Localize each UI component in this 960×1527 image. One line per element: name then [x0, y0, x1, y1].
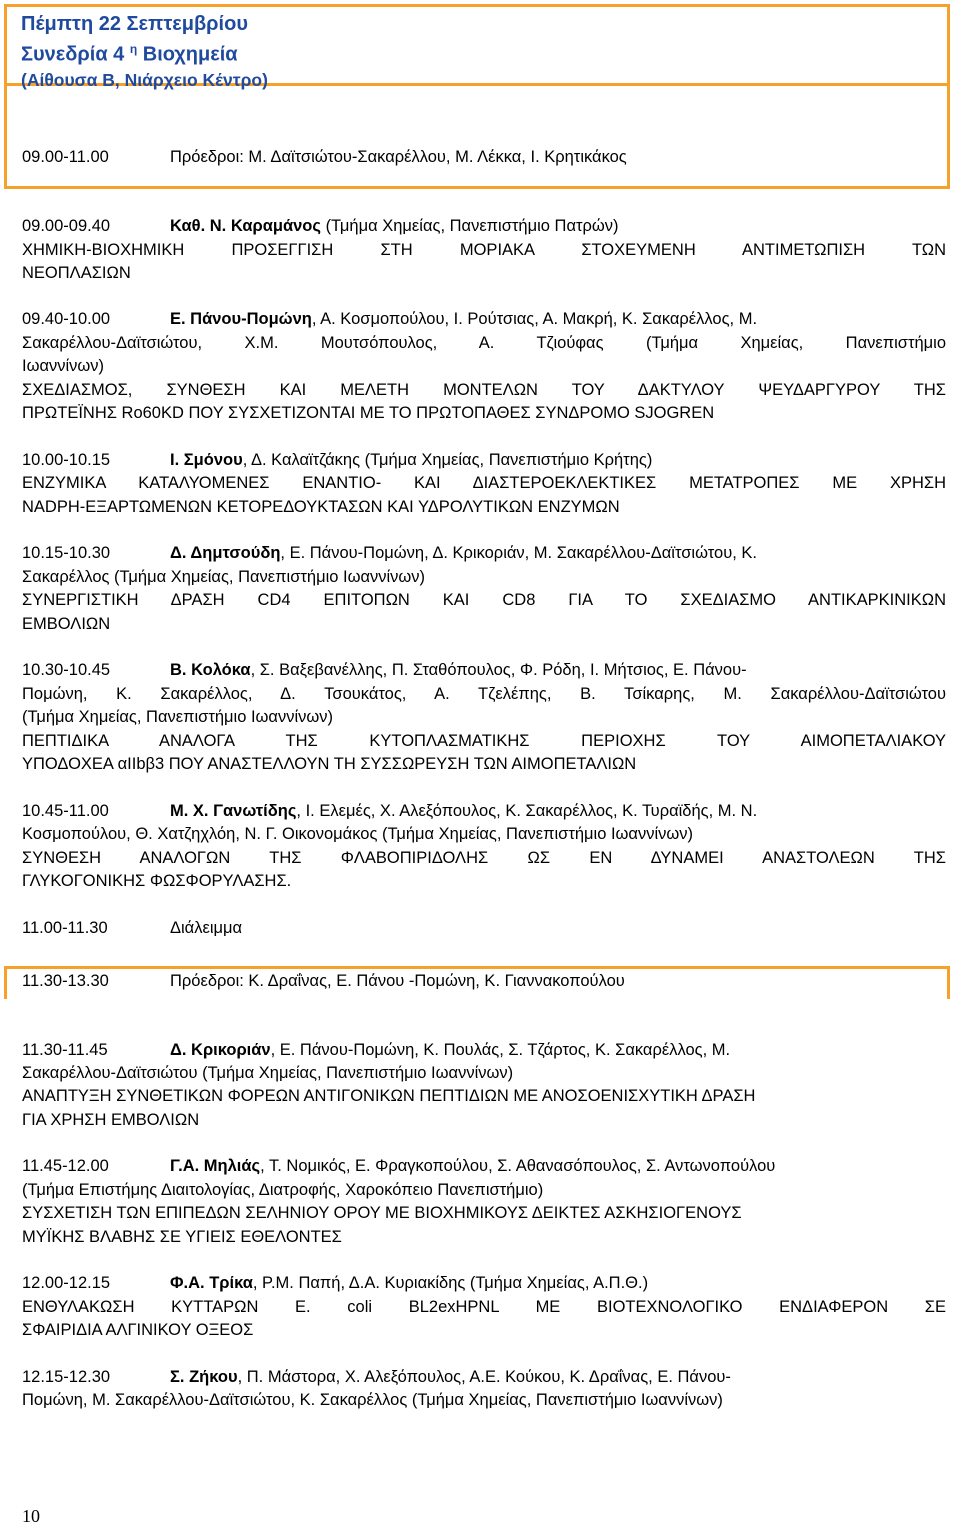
break-label: Διάλειμμα [170, 919, 243, 937]
talk4-affiliation: Σακαρέλλος (Τμήμα Χημείας, Πανεπιστήμιο Ιωαννίνων) [22, 568, 426, 586]
talk9-title: ΕΝΘΥΛΑΚΩΣΗ ΚΥΤΤΑΡΩΝ E. coli BL2exHPNL ΜΕ ΒΙΟΤΕΧΝΟΛΟΓΙΚΟ ΕΝΔΙΑΦΕΡΟΝ ΣΕ [22, 1298, 946, 1316]
talk1-speaker: Καθ. Ν. Καραμάνος [170, 217, 321, 235]
venue: (Αίθουσα Β, Νιάρχειο Κέντρο) [21, 69, 268, 90]
page-number: 10 [22, 1506, 40, 1526]
session-title [21, 37, 933, 68]
talk7-title: ΑΝΑΠΤΥΞΗ ΣΥΝΘΕΤΙΚΩΝ ΦΟΡΕΩΝ ΑΝΤΙΓΟΝΙΚΩΝ ΠΕΠΤΙΔΙΩΝ ΜΕ ΑΝΟΣΟΕΝΙΣΧΥΤΙΚΗ ΔΡΑΣΗ [22, 1087, 756, 1105]
talk2-line1: 09.40-10.00 Ε. Πάνου-Πομώνη, Α. Κοσμοπούλου, Ι. Ρούτσιας, Α. Μακρή, Κ. Σακαρέλλος, Μ. [22, 310, 758, 328]
talk2-authors: Σακαρέλλου-Δαϊτσιώτου, Χ.Μ. Μουτσόπουλος, Α. Τζιούφας (Τμήμα Χημείας, Πανεπιστήμιο [22, 334, 946, 352]
talk7-line1: 11.30-11.45 Δ. Κρικοριάν, Ε. Πάνου-Πομώνη, Κ. Πουλάς, Σ. Τζάρτος, Κ. Σακαρέλλος, Μ. [22, 1041, 731, 1059]
talk9-presenter: Φ.Α. Τρίκα [170, 1274, 253, 1292]
talk6-line1: 10.45-11.00 Μ. Χ. Γανωτίδης, Ι. Ελεμές, Χ. Αλεξόπουλος, Κ. Σακαρέλλος, Κ. Τυραϊδής, Μ. Ν. [22, 802, 758, 820]
talk7-title-cont: ΓΙΑ ΧΡΗΣΗ ΕΜΒΟΛΙΩΝ [22, 1111, 200, 1129]
talk2-title: ΣΧΕΔΙΑΣΜΟΣ, ΣΥΝΘΕΣΗ ΚΑΙ ΜΕΛΕΤΗ ΜΟΝΤΕΛΩΝ ΤΟΥ ΔΑΚΤΥΛΟΥ ΨΕΥΔΑΡΓΥΡΟΥ ΤΗΣ [22, 381, 946, 399]
talk7-affiliation: Σακαρέλλου-Δαϊτσιώτου (Τμήμα Χημείας, Πανεπιστήμιο Ιωαννίνων) [22, 1064, 514, 1082]
talk3-presenter: Ι. Σμόνου [170, 451, 243, 469]
talk8-affiliation: (Τμήμα Επιστήμης Διαιτολογίας, Διατροφής, Χαροκόπειο Πανεπιστήμιο) [22, 1181, 544, 1199]
talk6-title: ΣΥΝΘΕΣΗ ΑΝΑΛΟΓΩΝ ΤΗΣ ΦΛΑΒΟΠΙΡΙΔΟΛΗΣ ΩΣ ΕΝ ΔΥΝΑΜΕΙ ΑΝΑΣΤΟΛΕΩΝ ΤΗΣ [22, 849, 946, 867]
talk5-presenter: Β. Κολόκα [170, 661, 251, 679]
talk6-presenter: Μ. Χ. Γανωτίδης [170, 802, 297, 820]
talk6-authors: Κοσμοπούλου, Θ. Χατζηχλόη, Ν. Γ. Οικονομάκος (Τμήμα Χημείας, Πανεπιστήμιο Ιωαννίνων) [22, 825, 694, 843]
talk5-authors: Πομώνη, Κ. Σακαρέλλος, Δ. Τσουκάτος, Α. Τζελέπης, Β. Τσίκαρης, Μ. Σακαρέλλου-Δαϊτσιώτου [22, 685, 946, 703]
talk2-title-cont: ΠΡΩΤΕΪΝΗΣ Ro60KD ΠΟΥ ΣΥΣΧΕΤΙΖΟΝΤΑΙ ΜΕ ΤΟ ΠΡΩΤΟΠΑΘΕΣ ΣΥΝΔΡΟΜΟ SJOGREN [22, 404, 715, 422]
talk10-authors: Πομώνη, Μ. Σακαρέλλου-Δαϊτσιώτου, Κ. Σακαρέλλος (Τμήμα Χημείας, Πανεπιστήμιο Ιωαννίνων) [22, 1391, 723, 1409]
talk4-line1: 10.15-10.30 Δ. Δημτσούδη, Ε. Πάνου-Πομώνη, Δ. Κρικοριάν, Μ. Σακαρέλλου-Δαϊτσιώτου, Κ. [22, 544, 757, 562]
talk2-presenter: Ε. Πάνου-Πομώνη [170, 310, 312, 328]
talk8-title-cont: ΜΥΪΚΗΣ ΒΛΑΒΗΣ ΣΕ ΥΓΙΕΙΣ ΕΘΕΛΟΝΤΕΣ [22, 1228, 342, 1246]
talk10-presenter: Σ. Ζήκου [170, 1368, 238, 1386]
talk5-line1: 10.30-10.45 Β. Κολόκα, Σ. Βαξεβανέλλης, Π. Σταθόπουλος, Φ. Ρόδη, Ι. Μήτσιος, Ε. Πάνου- [22, 661, 747, 679]
talk3-title: ΕΝΖΥΜΙΚΑ ΚΑΤΑΛΥΟΜΕΝΕΣ ΕΝΑΝΤΙΟ- ΚΑΙ ΔΙΑΣΤΕΡΟΕΚΛΕΚΤΙΚΕΣ ΜΕΤΑΤΡΟΠΕΣ ΜΕ ΧΡΗΣΗ [22, 474, 946, 492]
talk8-title: ΣΥΣΧΕΤΙΣΗ ΤΩΝ ΕΠΙΠΕΔΩΝ ΣΕΛΗΝΙΟΥ ΟΡΟΥ ΜΕ ΒΙΟΧΗΜΙΚΟΥΣ ΔΕΙΚΤΕΣ ΑΣΚΗΣΙΟΓΕΝΟΥΣ [22, 1204, 742, 1222]
session1-chairs: 09.00-11.00 Πρόεδροι: Μ. Δαϊτσιώτου-Σακαρέλλου, Μ. Λέκκα, Ι. Κρητικάκος [22, 148, 627, 166]
talk5-affiliation: (Τμήμα Χημείας, Πανεπιστήμιο Ιωαννίνων) [22, 708, 334, 726]
day-title: Πέμπτη 22 Σεπτεμβρίου [21, 13, 248, 35]
session-header [4, 4, 950, 90]
session2-chairs: 11.30-13.30 Πρόεδροι: Κ. Δραΐνας, Ε. Πάνου -Πομώνη, Κ. Γιαννακοπούλου [22, 972, 625, 990]
talk4-presenter: Δ. Δημτσούδη [170, 544, 281, 562]
talk3-line1: 10.00-10.15 Ι. Σμόνου, Δ. Καλαϊτζάκης (Τμήμα Χημείας, Πανεπιστήμιο Κρήτης) [22, 451, 653, 469]
session-sup: η [129, 42, 138, 56]
talk10-line1: 12.15-12.30 Σ. Ζήκου, Π. Μάστορα, Χ. Αλεξόπουλος, Α.Ε. Κούκου, Κ. Δραΐνας, Ε. Πάνου- [22, 1368, 731, 1386]
talk9-title-cont: ΣΦΑΙΡΙΔΙΑ ΑΛΓΙΝΙΚΟΥ ΟΞΕΟΣ [22, 1321, 254, 1339]
break-row: 11.00-11.30 Διάλειμμα [22, 919, 243, 937]
talk4-title-cont: ΕΜΒΟΛΙΩΝ [22, 615, 111, 633]
talk2-affiliation: Ιωαννίνων) [22, 357, 105, 375]
talk1-title-cont: ΝΕΟΠΛΑΣΙΩΝ [22, 264, 131, 282]
talk5-title: ΠΕΠΤΙΔΙΚΑ ΑΝΑΛΟΓΑ ΤΗΣ ΚΥΤΟΠΛΑΣΜΑΤΙΚΗΣ ΠΕΡΙΟΧΗΣ ΤΟΥ ΑΙΜΟΠΕΤΑΛΙΑΚΟΥ [22, 732, 946, 750]
talk7-presenter: Δ. Κρικοριάν [170, 1041, 271, 1059]
talk8-line1: 11.45-12.00 Γ.Α. Μηλιάς, Τ. Νομικός, Ε. Φραγκοπούλου, Σ. Αθανασόπουλος, Σ. Αντωνοπούλου [22, 1157, 776, 1175]
talk5-title-cont: ΥΠΟΔΟΧΕΑ αIIbβ3 ΠΟΥ ΑΝΑΣΤΕΛΛΟΥΝ ΤΗ ΣΥΣΣΩΡΕΥΣΗ ΤΩΝ ΑΙΜΟΠΕΤΑΛΙΩΝ [22, 755, 637, 773]
talk1-line1: 09.00-09.40 Καθ. Ν. Καραμάνος (Τμήμα Χημείας, Πανεπιστήμιο Πατρών) [22, 217, 619, 235]
talk1-title: ΧΗΜΙΚΗ-ΒΙΟΧΗΜΙΚΗ ΠΡΟΣΕΓΓΙΣΗ ΣΤΗ ΜΟΡΙΑΚΑ ΣΤΟΧΕΥΜΕΝΗ ΑΝΤΙΜΕΤΩΠΙΣΗ ΤΩΝ [22, 241, 946, 259]
chair-box-1 [4, 86, 950, 189]
talk4-title: ΣΥΝΕΡΓΙΣΤΙΚΗ ΔΡΑΣΗ CD4 ΕΠΙΤΟΠΩΝ ΚΑΙ CD8 ΓΙΑ ΤΟ ΣΧΕΔΙΑΣΜΟ ΑΝΤΙΚΑΡΚΙΝΙΚΩΝ [22, 591, 946, 609]
session-suffix: Βιοχημεία [142, 43, 238, 66]
talk9-line1: 12.00-12.15 Φ.Α. Τρίκα, Ρ.Μ. Παπή, Δ.Α. Κυριακίδης (Τμήμα Χημείας, Α.Π.Θ.) [22, 1274, 649, 1292]
talk6-title-cont: ΓΛΥΚΟΓΟΝΙΚΗΣ ΦΩΣΦΟΡΥΛΑΣΗΣ. [22, 872, 292, 890]
talk3-title-cont: NADPH-ΕΞΑΡΤΩΜΕΝΩΝ ΚΕΤΟΡΕΔΟΥΚΤΑΣΩΝ ΚΑΙ ΥΔΡΟΛΥΤΙΚΩΝ ΕΝΖΥΜΩΝ [22, 498, 620, 516]
talk8-presenter: Γ.Α. Μηλιάς [170, 1157, 261, 1175]
session-prefix: Συνεδρία 4 [21, 43, 125, 66]
